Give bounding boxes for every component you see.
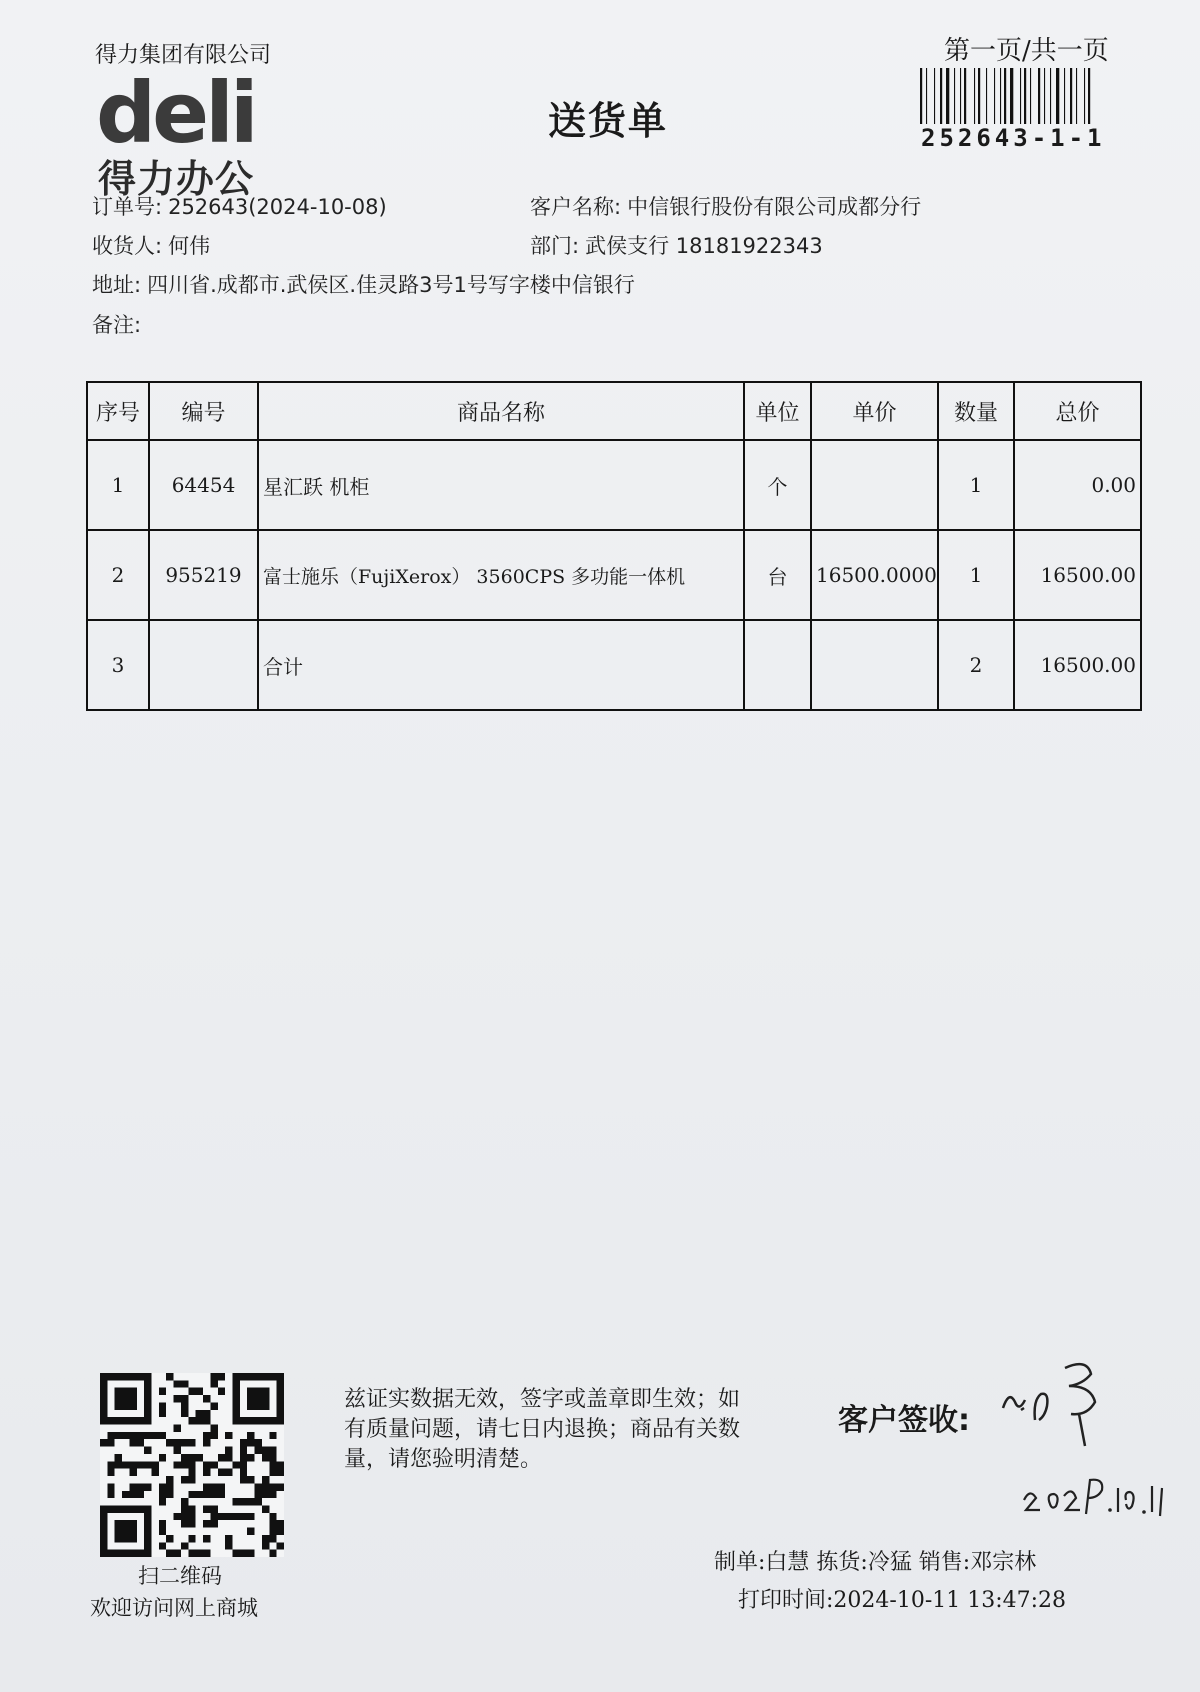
- customer-name: 客户名称: 中信银行股份有限公司成都分行: [530, 195, 922, 219]
- logo-wordmark: deli: [96, 64, 255, 162]
- document-title: 送货单: [548, 99, 669, 143]
- col-header-price: 单价: [811, 382, 938, 440]
- cell-code: 64454: [149, 440, 258, 530]
- cell-unit: 个: [744, 440, 811, 530]
- cell-seq: 2: [87, 530, 149, 620]
- cell-total: 0.00: [1014, 440, 1141, 530]
- table-row: [87, 440, 1141, 530]
- col-header-total: 总价: [1014, 382, 1141, 440]
- remark: 备注:: [92, 313, 142, 337]
- deli-logo: [96, 64, 296, 201]
- cell-qty: 1: [938, 440, 1014, 530]
- cell-unit: 台: [744, 530, 811, 620]
- table-row-total: [87, 620, 1141, 710]
- cell-qty: 2: [938, 620, 1014, 710]
- col-header-unit: 单位: [744, 382, 811, 440]
- company-name: 得力集团有限公司: [95, 43, 272, 68]
- cell-total: 16500.00: [1014, 530, 1141, 620]
- handwritten-date: [1020, 1470, 1170, 1520]
- cell-product: 富士施乐（FujiXerox） 3560CPS 多功能一体机: [258, 530, 744, 620]
- handwritten-signature: [995, 1350, 1135, 1450]
- col-header-qty: 数量: [938, 382, 1014, 440]
- order-number: 订单号: 252643(2024-10-08): [92, 195, 387, 219]
- logo-chinese: 得力办公: [98, 157, 255, 201]
- cell-total: 16500.00: [1014, 620, 1141, 710]
- items-table: [86, 381, 1142, 711]
- cell-qty: 1: [938, 530, 1014, 620]
- cell-code: 955219: [149, 530, 258, 620]
- cell-product: 合计: [258, 620, 744, 710]
- table-row: [87, 530, 1141, 620]
- barcode-number: 252643-1-1: [921, 124, 1106, 152]
- cell-code: [149, 620, 258, 710]
- notice-text: 兹证实数据无效，签字或盖章即生效；如有质量问题，请七日内退换；商品有关数量，请您验明清楚。: [344, 1387, 741, 1472]
- customer-sign-label: 客户签收:: [838, 1403, 970, 1438]
- cell-price: 16500.0000: [811, 530, 938, 620]
- qr-caption-sub: 欢迎访问网上商城: [90, 1596, 258, 1620]
- receiver: 收货人: 何伟: [92, 234, 211, 258]
- page-number: 第一页/共一页: [944, 36, 1109, 66]
- cell-price: [811, 620, 938, 710]
- department: 部门: 武侯支行 18181922343: [530, 234, 823, 258]
- qr-caption: 扫二维码: [138, 1564, 222, 1588]
- qr-code-icon: [100, 1373, 284, 1557]
- cell-product: 星汇跃 机柜: [258, 440, 744, 530]
- cell-seq: 3: [87, 620, 149, 710]
- address: 地址: 四川省.成都市.武侯区.佳灵路3号1号写字楼中信银行: [92, 273, 635, 297]
- col-header-code: 编号: [149, 382, 258, 440]
- barcode: [920, 68, 1138, 124]
- col-header-seq: 序号: [87, 382, 149, 440]
- print-time: 打印时间:2024-10-11 13:47:28: [738, 1588, 1067, 1613]
- col-header-product: 商品名称: [258, 382, 744, 440]
- cell-unit: [744, 620, 811, 710]
- table-header-row: [87, 382, 1141, 440]
- cell-price: [811, 440, 938, 530]
- cell-seq: 1: [87, 440, 149, 530]
- staff-info: 制单:白慧 拣货:冷猛 销售:邓宗林: [714, 1550, 1037, 1575]
